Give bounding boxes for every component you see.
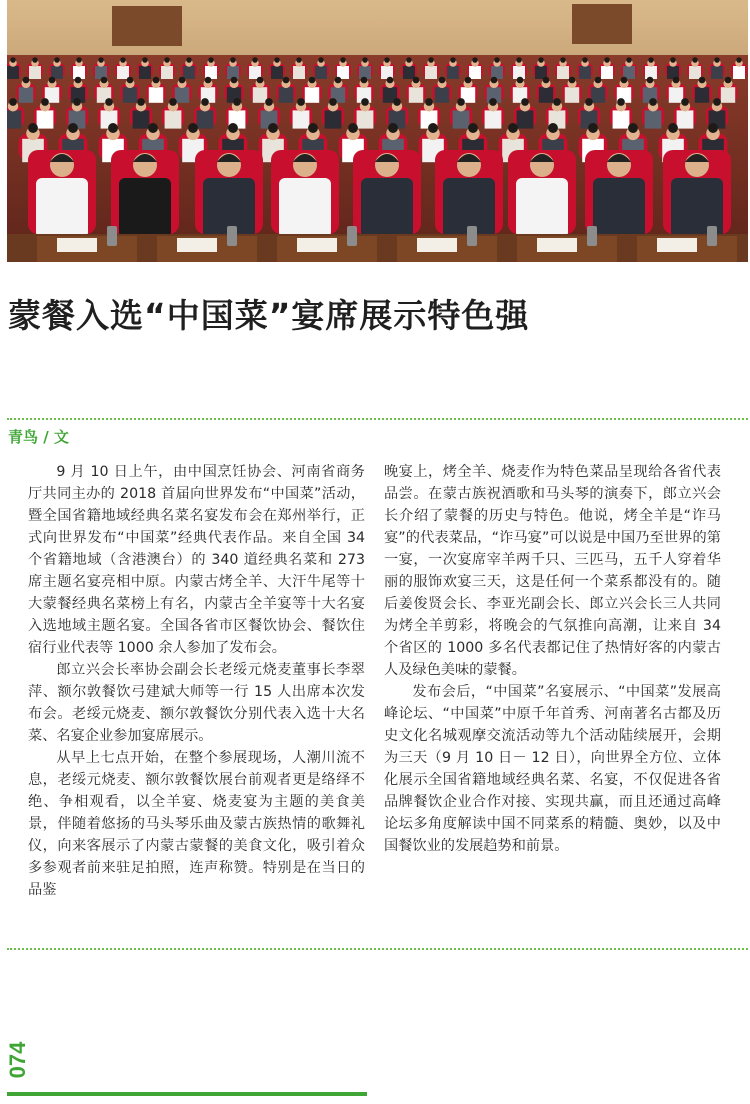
article-column-left [28, 461, 365, 901]
conference-photo-illustration [7, 0, 748, 262]
top-dotted-divider [7, 418, 748, 420]
paragraph: 从早上七点开始，在整个参展现场，人潮川流不息，老绥元烧麦、额尔敦餐饮展台前观者更是络绎不绝、争相观看，以全羊宴、烧麦宴为主题的美食美景，伴随着悠扬的马头琴乐曲及蒙古族热情的歌舞礼仪，向来客展示了内蒙古蒙餐的美食文化，吸引着众多参观者前来驻足拍照，连声称赞。特别是在当日的品鉴 [28, 750, 365, 898]
article-title: 蒙餐入选“中国菜”宴席展示特色强 [8, 296, 530, 335]
bottom-dotted-divider [7, 948, 748, 950]
paragraph: 发布会后，“中国菜”名宴展示、“中国菜”发展高峰论坛、“中国菜”中原千年首秀、河南著名古都及历史文化名城观摩交流活动等九个活动陆续展开，会期为三天（9 月 10 日－ 12 日），向世界全方位、立体化展示全国省籍地域经典名菜、名宴，不仅促进各省品牌餐饮企业合作对接、实现共赢，而且还通过高峰论坛多角度解读中国不同菜系的精髓、奥妙，以及中国餐饮业的发展趋势和前景。 [384, 684, 721, 854]
paragraph: 9 月 10 日上午，由中国烹饪协会、河南省商务厅共同主办的 2018 首届向世界发布“中国菜”活动，暨全国省籍地域经典名菜名宴发布会在郑州举行，正式向世界发布“中国菜”经典代表作品。来自全国 34 个省籍地域（含港澳台）的 340 道经典名菜和 273 席主题名宴亮相中原。内蒙古烤全羊、大汗牛尾等十大蒙餐经典名菜榜上有名，内蒙古全羊宴等十大名宴入选地域主题名宴。全国各省市区餐饮协会、餐饮住宿行业代表等 1000 余人参加了发布会。 [28, 464, 365, 656]
paragraph: 晚宴上，烤全羊、烧麦作为特色菜品呈现给各省代表品尝。在蒙古族祝酒歌和马头琴的演奏下，郎立兴会长介绍了蒙餐的历史与特色。他说，烤全羊是“诈马宴”的代表菜品，“诈马宴”可以说是中国乃至世界的第一宴，一次宴席宰羊两千只、三匹马，五千人穿着华丽的服饰欢宴三天，这是任何一个菜系都没有的。随后姜俊贤会长、李亚光副会长、郎立兴会长三人共同为烤全羊剪彩，将晚会的气氛推向高潮，让来自 34 个省区的 1000 多名代表都记住了热情好客的内蒙古人及绿色美味的蒙餐。 [384, 464, 721, 678]
article-column-right [384, 461, 721, 857]
page-number: 074 [5, 1041, 30, 1079]
paragraph: 郎立兴会长率协会副会长老绥元烧麦董事长李翠萍、额尔敦餐饮弓建斌大师等一行 15 人出席本次发布会。老绥元烧麦、额尔敦餐饮分别代表入选十大名菜、名宴企业参加宴席展示。 [28, 662, 365, 744]
footer-bar [7, 1092, 367, 1096]
conference-photo [7, 0, 748, 262]
byline: 青鸟 / 文 [8, 428, 69, 446]
